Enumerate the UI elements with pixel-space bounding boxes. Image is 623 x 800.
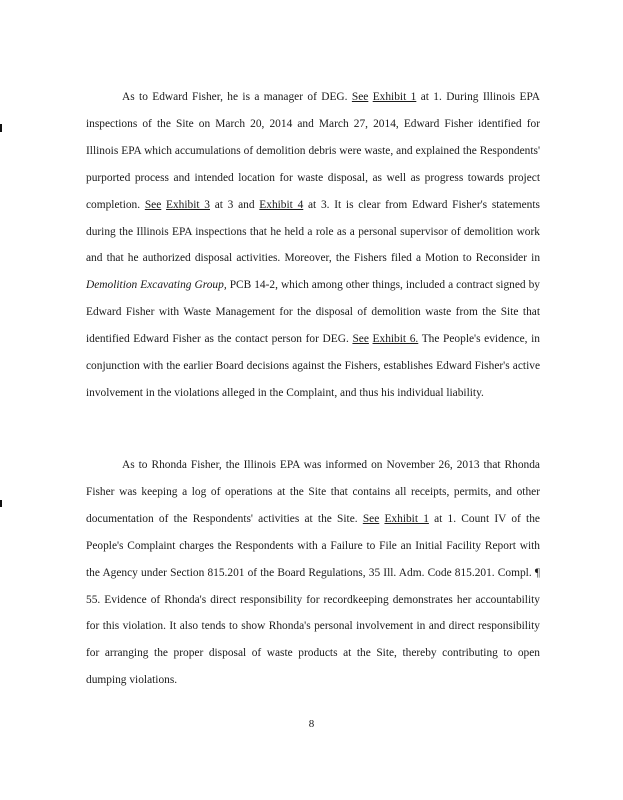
exhibit-1-reference: Exhibit 1 (384, 512, 429, 525)
scan-artifact (0, 500, 2, 507)
sentence: The People's evidence, in conjunction with the earlier Board decisions against the Fishers, establishes Edward Fisher's active involvement in the violations alleged in the Complaint, and thus his individual liability. (86, 333, 540, 399)
sentence: It is clear from Edward Fisher's statements during the Illinois EPA inspections that he held a role as a personal supervisor of demolition work and that he authorized disposal activities. (86, 198, 540, 265)
see-signal: See (144, 198, 162, 211)
sentence: Count IV of the People's Complaint charges the Respondents with a Failure to File an Initial Facility Report with the Agency under Section 815.201 of the Board Regulations, 35 Ill. Adm. Code 815.201. Compl. ¶ 55. (86, 512, 540, 606)
sentence: During Illinois EPA inspections of the Site on March 20, 2014 and March 27, 2014, Edward Fisher identified for Illinois EPA which accumulations of demolition debris were waste, and explained the Respondents' purported process and intended location for waste disposal, as well as progress towards project completion. (86, 91, 540, 211)
pin-cite: at 1. (434, 512, 457, 525)
see-signal: See (352, 333, 369, 346)
pin-cite: at 1. (420, 91, 442, 103)
see-signal: See (351, 91, 369, 103)
paragraph-rhonda-fisher (86, 452, 540, 694)
pin-cite: at 3 and (214, 198, 255, 211)
see-signal: See (362, 512, 380, 525)
exhibit-1-reference: Exhibit 1 (372, 91, 417, 103)
sentence: Evidence of Rhonda's direct responsibility for recordkeeping demonstrates her accountability for this violation. (86, 593, 540, 633)
case-name: Demolition Excavating Group, (86, 279, 227, 292)
sentence: PCB 14-2, which among other things, included a contract signed by Edward Fisher with Waste Management for the disposal of demolition waste from the Site that identified Edward Fisher as the contact person for DEG. (86, 279, 540, 346)
sentence: It also tends to show Rhonda's personal involvement in and direct responsibility for arranging the proper disposal of waste products at the Site, thereby contributing to open dumping violations. (86, 620, 540, 687)
paragraph-edward-fisher (86, 84, 540, 407)
sentence: Moreover, the Fishers filed a Motion to Reconsider in (284, 252, 541, 265)
exhibit-6-reference: Exhibit 6. (372, 333, 419, 346)
sentence: As to Edward Fisher, he is a manager of DEG. (122, 91, 348, 103)
page-number: 8 (308, 718, 315, 730)
pin-cite: at 3. (308, 198, 330, 211)
exhibit-3-reference: Exhibit 3 (166, 198, 210, 211)
exhibit-4-reference: Exhibit 4 (259, 198, 304, 211)
sentence: As to Rhonda Fisher, the Illinois EPA was informed on November 26, 2013 that Rhonda Fisher was keeping a log of operations at the Site that contains all receipts, permits, and other documentation of the Respondents' activities at the Site. (86, 459, 540, 525)
scan-artifact (0, 124, 2, 132)
